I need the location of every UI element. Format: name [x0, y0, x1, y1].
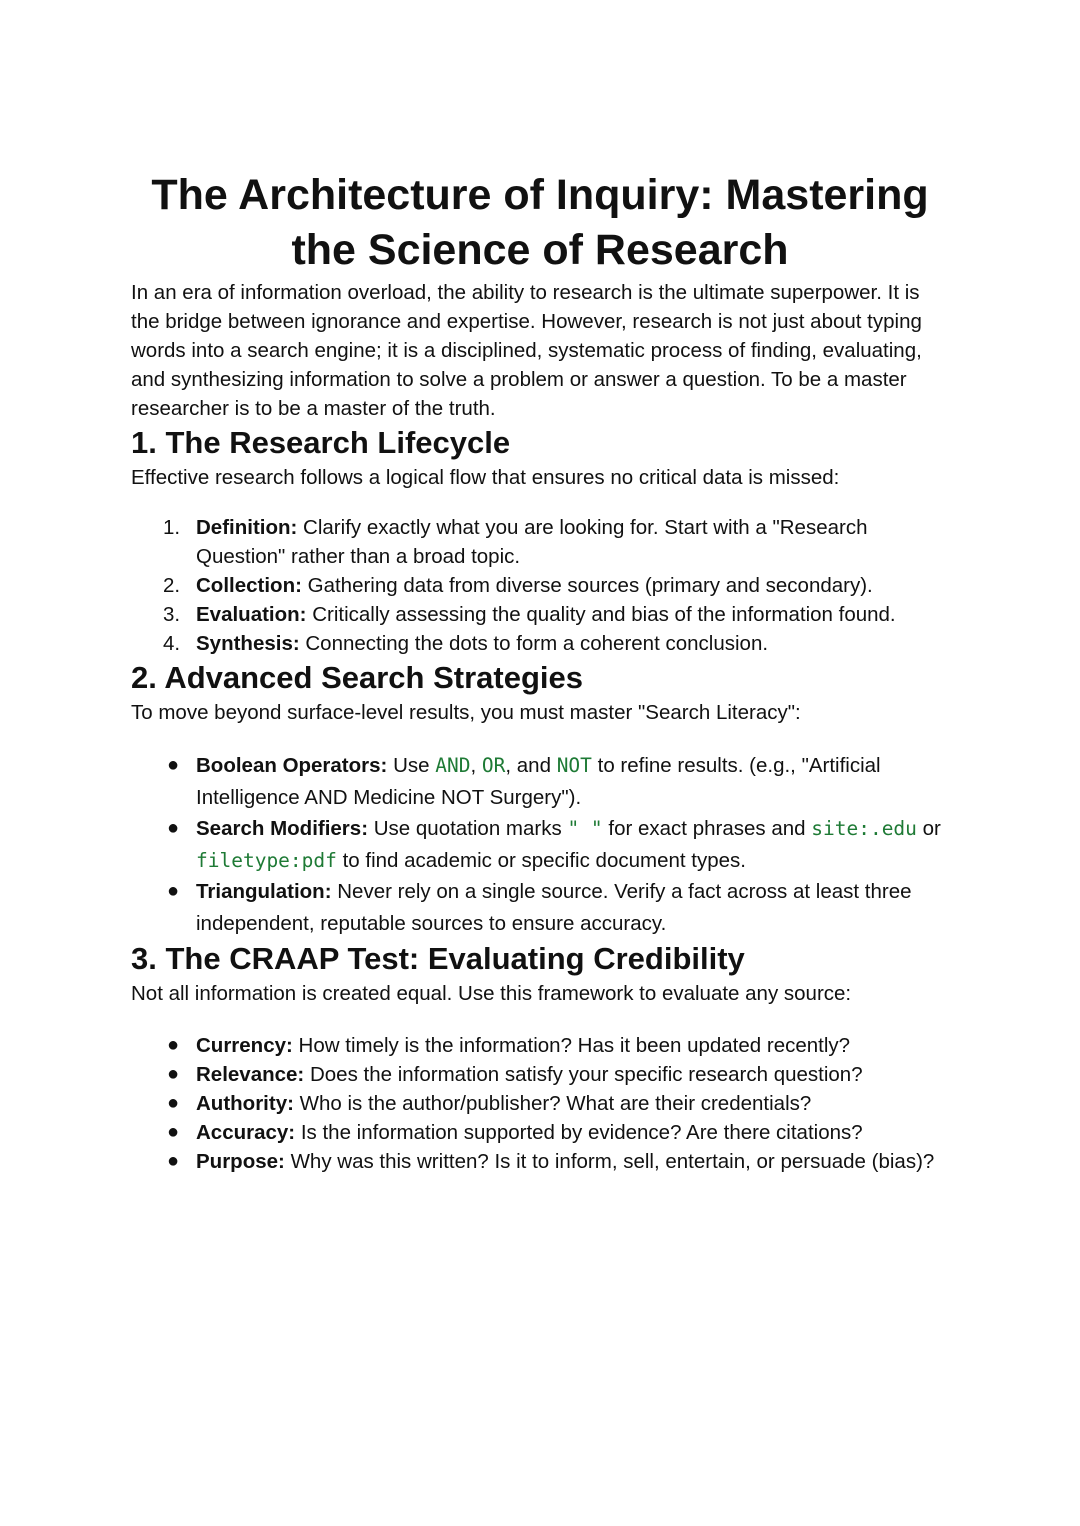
list-item-boolean-operators [131, 750, 949, 813]
item-term: Purpose: [196, 1150, 285, 1173]
list-item-search-modifiers [131, 813, 949, 876]
list-number: 3. [163, 603, 181, 626]
item-text: Clarify exactly what you are looking for. Start with a "Research Question" rather than a broad topic. [196, 516, 868, 568]
item-text: How timely is the information? Has it been updated recently? [298, 1034, 851, 1057]
code-quotes: " " [567, 817, 603, 840]
item-text: , and [505, 754, 551, 777]
section-intro-research-lifecycle: Effective research follows a logical flow that ensures no critical data is missed: [131, 466, 840, 489]
item-text: Never rely on a single source. Verify a fact across at least three independent, reputable sources to ensure accuracy. [196, 880, 912, 935]
list-item [131, 513, 949, 571]
item-term: Definition: [196, 516, 298, 539]
item-text: Does the information satisfy your specific research question? [309, 1063, 863, 1086]
item-text: Is the information supported by evidence? Are there citations? [300, 1121, 863, 1144]
list-item [131, 1060, 949, 1089]
item-term: Authority: [196, 1092, 294, 1115]
item-term: Boolean Operators: [196, 754, 388, 777]
section-heading-research-lifecycle: 1. The Research Lifecycle [131, 425, 511, 460]
item-text: , [470, 754, 477, 777]
code-and: AND [435, 754, 471, 777]
section-heading-craap-test: 3. The CRAAP Test: Evaluating Credibility [131, 941, 745, 976]
section-intro-search-strategies: To move beyond surface-level results, you must master "Search Literacy": [131, 701, 801, 724]
bullet-icon: ● [167, 1092, 180, 1114]
list-item [131, 600, 949, 629]
section-intro-craap-test: Not all information is created equal. Use this framework to evaluate any source: [131, 982, 852, 1005]
list-item [131, 1147, 949, 1176]
item-term: Search Modifiers: [196, 817, 369, 840]
list-item [131, 1031, 949, 1060]
list-number: 2. [163, 574, 181, 597]
document-title: The Architecture of Inquiry: Mastering the Science of Research [151, 171, 929, 274]
item-term: Accuracy: [196, 1121, 296, 1144]
item-text: Use [393, 754, 430, 777]
item-text: Critically assessing the quality and bias of the information found. [312, 603, 896, 626]
section-heading-search-strategies: 2. Advanced Search Strategies [131, 660, 583, 695]
document-page [131, 168, 949, 1176]
bullet-icon: ● [167, 880, 180, 902]
item-term: Triangulation: [196, 880, 332, 903]
list-item [131, 1118, 949, 1147]
bullet-icon: ● [167, 1034, 180, 1056]
list-number: 1. [163, 516, 181, 539]
bullet-icon: ● [167, 1150, 180, 1172]
item-term: Relevance: [196, 1063, 305, 1086]
list-number: 4. [163, 632, 181, 655]
item-text: Why was this written? Is it to inform, sell, entertain, or persuade (bias)? [290, 1150, 935, 1173]
item-text: Who is the author/publisher? What are their credentials? [299, 1092, 812, 1115]
item-text: Gathering data from diverse sources (primary and secondary). [307, 574, 873, 597]
item-text: Use quotation marks [373, 817, 562, 840]
list-item-triangulation [131, 876, 949, 939]
item-text: for exact phrases and [608, 817, 806, 840]
list-item [131, 1089, 949, 1118]
item-text: to refine results. (e.g., "Artificial Intelligence AND Medicine NOT Surgery"). [196, 754, 881, 809]
list-item [131, 571, 949, 600]
bullet-icon: ● [167, 1121, 180, 1143]
list-item [131, 629, 949, 658]
intro-paragraph: In an era of information overload, the ability to research is the ultimate superpower. It is the bridge between ignorance and expertise. However, research is not just about typing words into a search engine; it is a disciplined, systematic process of finding, evaluating, and synthesizing information to solve a problem or answer a question. To be a master researcher is to be a master of the truth. [131, 281, 922, 420]
bullet-icon: ● [167, 1063, 180, 1085]
code-filetype-pdf: filetype:pdf [196, 848, 337, 872]
item-term: Collection: [196, 574, 302, 597]
research-lifecycle-list [131, 513, 949, 658]
code-site-edu: site:.edu [811, 817, 917, 840]
bullet-icon: ● [167, 754, 180, 776]
bullet-icon: ● [167, 817, 180, 839]
code-not: NOT [556, 754, 592, 777]
item-term: Evaluation: [196, 603, 307, 626]
item-text: or [922, 817, 941, 840]
item-text: to find academic or specific document types. [342, 848, 746, 872]
search-strategies-list [131, 750, 949, 939]
code-or: OR [481, 754, 506, 777]
item-term: Currency: [196, 1034, 293, 1057]
craap-test-list [131, 1031, 949, 1176]
item-term: Synthesis: [196, 632, 300, 655]
item-text: Connecting the dots to form a coherent conclusion. [305, 632, 769, 655]
